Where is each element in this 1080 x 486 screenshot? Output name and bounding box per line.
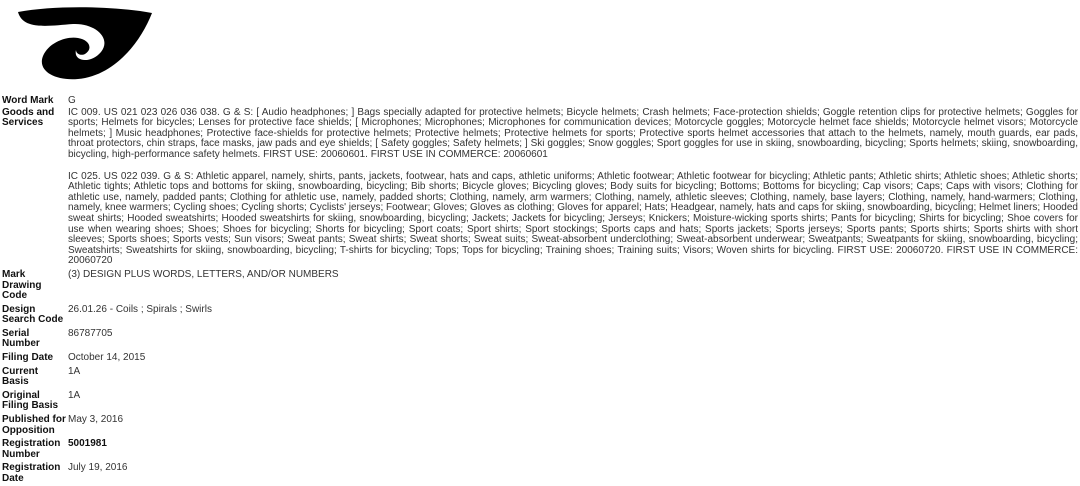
row-goods-services	[1, 108, 1079, 270]
word-mark-label: Word Mark	[2, 95, 54, 106]
trademark-record-table	[1, 96, 1079, 486]
original-filing-basis-value: 1A	[68, 389, 81, 401]
giro-mark-logo	[15, 4, 155, 82]
filing-date-label: Filing Date	[2, 352, 54, 364]
row-published-for-opposition	[1, 415, 1079, 439]
published-for-opposition-value: May 3, 2016	[68, 414, 124, 426]
registration-number-label: Registration Number	[2, 438, 61, 460]
serial-number-value: 86787705	[68, 327, 113, 339]
registration-date-label: Registration Date	[2, 462, 61, 484]
serial-number-label: Serial Number	[2, 327, 40, 350]
current-basis-label: Current Basis	[2, 365, 39, 388]
mark-drawing-code-value: (3) DESIGN PLUS WORDS, LETTERS, AND/OR NUMBERS	[68, 268, 339, 280]
row-registration-date	[1, 463, 1079, 485]
goods-services-label: Goods and Services	[2, 106, 55, 129]
registration-number-value: 5001981	[68, 438, 107, 450]
design-search-code-value: 26.01.26 - Coils ; Spirals ; Swirls	[68, 303, 212, 315]
published-for-opposition-label: Published for Opposition	[2, 414, 66, 436]
row-word-mark	[1, 96, 1079, 108]
current-basis-value: 1A	[68, 365, 81, 377]
row-serial-number	[1, 329, 1079, 353]
row-design-search-code	[1, 305, 1079, 329]
row-original-filing-basis	[1, 391, 1079, 415]
row-current-basis	[1, 367, 1079, 391]
filing-date-value: October 14, 2015	[68, 352, 146, 364]
design-search-code-label: Design Search Code	[2, 303, 64, 326]
goods-services-value	[67, 108, 1079, 270]
mark-drawing-code-label: Mark Drawing Code	[2, 268, 42, 302]
row-mark-drawing-code	[1, 270, 1079, 305]
row-registration-number	[1, 439, 1079, 463]
registration-date-value: July 19, 2016	[68, 462, 128, 474]
original-filing-basis-label: Original Filing Basis	[2, 389, 59, 412]
row-filing-date	[1, 353, 1079, 367]
goods-services-ic009: IC 009. US 021 023 026 036 038. G & S: [ Audio headphones; ] Bags specially adapted for protective helmets; Bicycle helmets; Crash helmets; Face-protection shields; Goggle retention clips for protective helmets; Goggles for sports; Helmets for bicycles; Lenses for protective face shields; [ Microphones; Microphones; Microphones for communication devices; Motorcycle goggles; Motorcycle helmet face shields; Motorcycle helmet visors; Motorcycle helmets; ] Music headphones; Protective face-shields for protective helmets; Protective helmets; Protective helmets for sports; Protective sports helmet accessories that attach to the helmets, namely, mouth guards, ear pads, throat protectors, chin straps, face masks, jaw pads and eye shields; [ Safety goggles; Safety helmets; ] Ski goggles; Snow goggles; Sport goggles for use in skiing, snowboarding, bicycling; Sports helmets; skiing, snowboarding, bicycling, high-performance safety helmets. FIRST USE: 20060601. FIRST USE IN COMMERCE: 20060601	[68, 106, 1078, 160]
logo-swirl-icon	[15, 4, 155, 82]
goods-services-ic025: IC 025. US 022 039. G & S: Athletic apparel, namely, shirts, pants, jackets, footwear, hats and caps, athletic uniforms; Athletic footwear; Athletic footwear for bicycling; Athletic pants; Athletic shirts; Athletic shoes; Athletic shorts; Athletic tights; Athletic tops and bottoms for skiing, snowboarding, bicycling; Bib shorts; Bicycle gloves; Bicycling gloves; Body suits for bicycling; Bottoms; Bottoms for bicycling; Cap visors; Caps; Caps with visors; Clothing for athletic use, namely, padded pants; Clothing for athletic use, namely, padded shorts; Clothing, namely, arm warmers; Clothing, namely, athletic sleeves; Clothing, namely, base layers; Clothing, namely, hand-warmers; Clothing, namely, knee warmers; Cycling shoes; Cycling shorts; Cyclists' jerseys; Footwear; Gloves; Gloves as clothing; Gloves for apparel; Hats; Headgear, namely, hats and caps for skiing, snowboarding, bicycling; Helmet liners; Hooded sweat shirts; Hooded sweatshirts; Hooded sweatshirts for skiing, snowboarding, bicycling; Jackets; Jackets for bicycling; Jerseys; Knickers; Moisture-wicking sports shirts; Pants for bicycling; Shirts for bicycling; Shoe covers for use when wearing shoes; Shoes; Shoes for bicycling; Shorts for bicycling; Sport coats; Sport shirts; Sport stockings; Sports caps and hats; Sports jackets; Sports jerseys; Sports pants; Sports shirts; Sports shirts with short sleeves; Sports shoes; Sports vests; Sun visors; Sweat pants; Sweat shirts; Sweat shorts; Sweat suits; Sweat-absorbent underclothing; Sweat-absorbent underwear; Sweatpants; Sweatpants for skiing, snowboarding, bicycling; Sweatshirts; Sweatshirts for skiing, snowboarding, bicycling; T-shirts for bicycling; Tops; Tops for bicycling; Training shoes; Training suits; Visors; Woven shirts for bicycling. FIRST USE: 20060720. FIRST USE IN COMMERCE: 20060720	[68, 170, 1078, 267]
word-mark-value: G	[68, 95, 76, 106]
